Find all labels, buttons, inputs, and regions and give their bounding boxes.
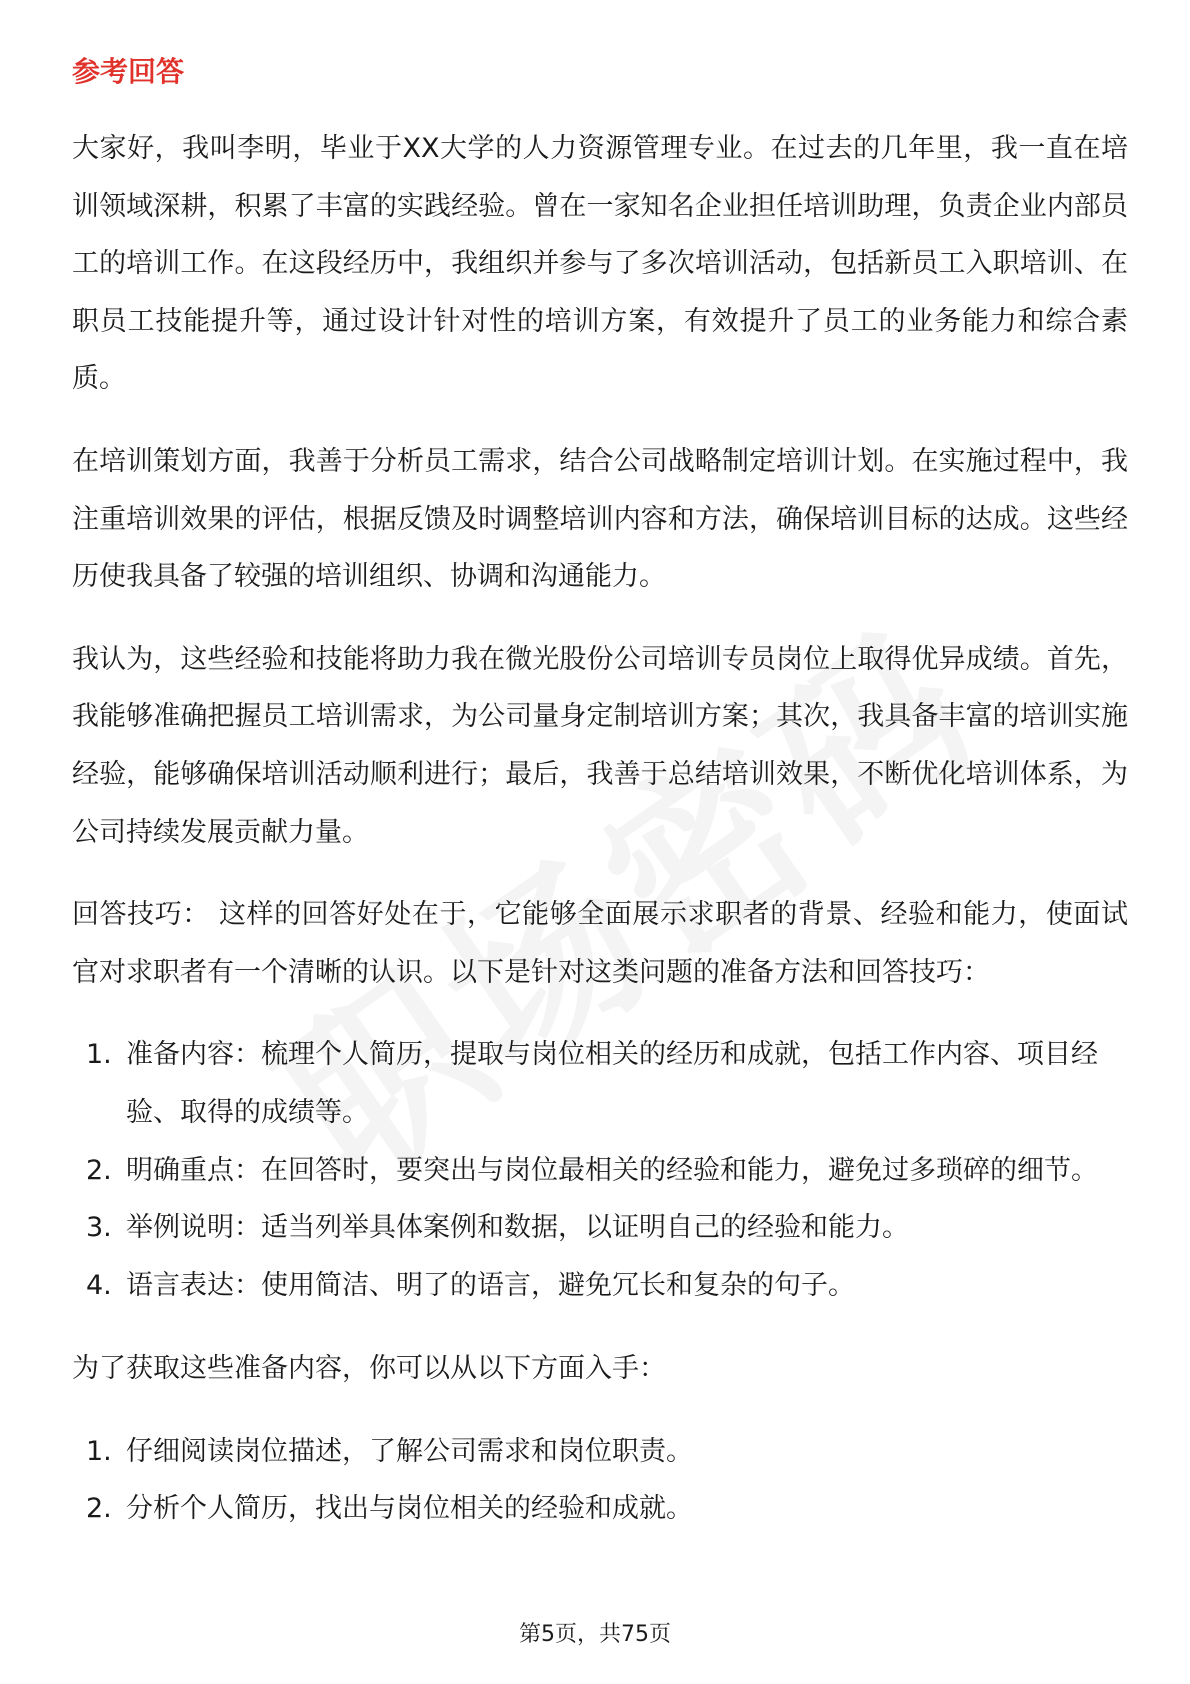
list-item-number: 2. xyxy=(86,1154,112,1186)
intro-paragraph-3: 我认为，这些经验和技能将助力我在微光股份公司培训专员岗位上取得优异成绩。首先，我能够准确把握员工培训需求，为公司量身定制培训方案；其次，我具备丰富的培训实施经验，能够确保培训活动顺利进行；最后，我善于总结培训效果，不断优化培训体系，为公司持续发展贡献力量。 xyxy=(72,643,1128,848)
list-item xyxy=(72,1026,1128,1141)
answer-tips-paragraph: 回答技巧： 这样的回答好处在于，它能够全面展示求职者的背景、经验和能力，使面试官对求职者有一个清晰的认识。以下是针对这类问题的准备方法和回答技巧： xyxy=(72,899,1128,988)
list-item xyxy=(72,1199,1128,1257)
list-item-text: 举例说明：适当列举具体案例和数据，以证明自己的经验和能力。 xyxy=(126,1212,909,1244)
list-item xyxy=(72,1142,1128,1200)
list-item-number: 1. xyxy=(86,1435,112,1467)
list-item xyxy=(72,1257,1128,1315)
tips-list xyxy=(72,1026,1128,1314)
list-item-number: 3. xyxy=(86,1212,112,1244)
list-item xyxy=(72,1423,1128,1481)
page-number-footer: 第5页，共75页 xyxy=(519,1622,671,1647)
list-item-text: 分析个人简历，找出与岗位相关的经验和成就。 xyxy=(126,1493,693,1525)
list-item-number: 4. xyxy=(86,1269,112,1301)
prep-intro-paragraph: 为了获取这些准备内容，你可以从以下方面入手： xyxy=(72,1353,666,1385)
list-item-text: 明确重点：在回答时，要突出与岗位最相关的经验和能力，避免过多琐碎的细节。 xyxy=(126,1154,1098,1186)
section-heading: 参考回答 xyxy=(72,55,185,88)
list-item-text: 语言表达：使用简洁、明了的语言，避免冗长和复杂的句子。 xyxy=(126,1269,855,1301)
intro-paragraph-2: 在培训策划方面，我善于分析员工需求，结合公司战略制定培训计划。在实施过程中，我注重培训效果的评估，根据反馈及时调整培训内容和方法，确保培训目标的达成。这些经历使我具备了较强的培训组织、协调和沟通能力。 xyxy=(72,445,1128,593)
list-item xyxy=(72,1480,1128,1538)
prep-steps-list xyxy=(72,1423,1128,1538)
list-item-number: 1. xyxy=(86,1039,112,1071)
list-item-text: 准备内容：梳理个人简历，提取与岗位相关的经历和成就，包括工作内容、项目经验、取得的成绩等。 xyxy=(126,1039,1098,1128)
intro-paragraph-1: 大家好，我叫李明，毕业于XX大学的人力资源管理专业。在过去的几年里，我一直在培训领域深耕，积累了丰富的实践经验。曾在一家知名企业担任培训助理，负责企业内部员工的培训工作。在这段经历中，我组织并参与了多次培训活动，包括新员工入职培训、在职员工技能提升等，通过设计针对性的培训方案，有效提升了员工的业务能力和综合素质。 xyxy=(72,133,1128,395)
list-item-number: 2. xyxy=(86,1493,112,1525)
list-item-text: 仔细阅读岗位描述，了解公司需求和岗位职责。 xyxy=(126,1435,693,1467)
document-content xyxy=(72,48,1128,1564)
